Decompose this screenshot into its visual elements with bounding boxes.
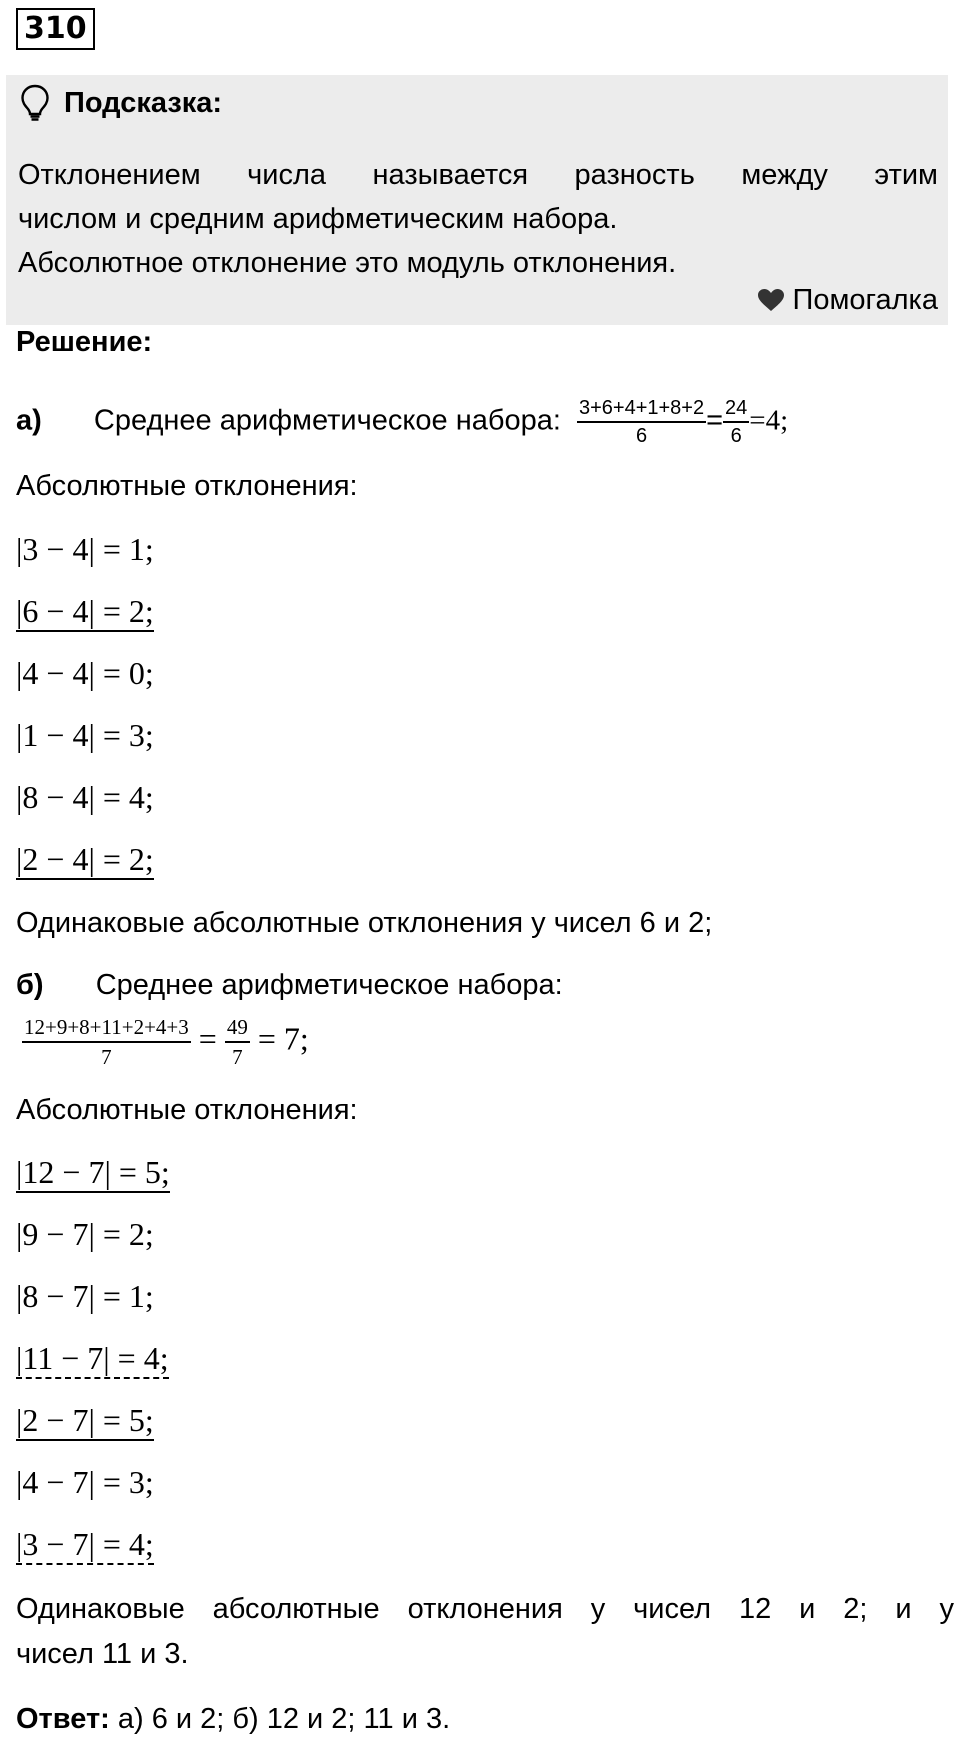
heart-icon [757,288,785,312]
part-a-label: а) [16,404,42,437]
hint-line-1: Отклонением числа называется разность между этим [18,159,938,191]
hint-text [18,153,938,285]
answer-text: а) 6 и 2; б) 12 и 2; 11 и 3. [109,1703,451,1735]
part-a-fraction-1-numerator: 3+6+4+1+8+2 [577,395,706,423]
part-b-conclusion-line-2: чисел 11 и 3. [16,1638,189,1670]
deviation-b-7: |3 − 7| = 4; [16,1526,154,1565]
part-b-conclusion [16,1593,954,1626]
hint-line-3: Абсолютное отклонение это модуль отклонения. [18,247,677,279]
part-a-fraction-2 [723,395,749,449]
deviation-a-2: |6 − 4| = 2; [16,593,154,632]
part-b-mean-text: Среднее арифметическое набора: [95,969,563,1001]
part-b-conclusion-line-1: Одинаковые абсолютные отклонения у чисел 12 и 2; и у [16,1593,954,1625]
deviation-a-4: |1 − 4| = 3; [16,717,154,753]
part-b-fraction-1 [22,1013,191,1071]
part-b-fraction-1-denominator: 7 [101,1045,112,1069]
answer-label: Ответ: [16,1703,110,1735]
deviation-b-5: |2 − 7| = 5; [16,1402,154,1441]
part-a-mean-text: Среднее арифметическое набора: [93,404,561,437]
deviation-a-1: |3 − 4| = 1; [16,531,154,567]
part-a-mean-line: а) Среднее арифметическое набора: $\frac{3+6+4+1+8+2}{6}$ = $\frac{24}{6}$ =4; [16,397,789,447]
part-b-fraction-1-numerator: 12+9+8+11+2+4+3 [22,1013,191,1043]
part-b-label: б) [16,969,44,1001]
deviation-a-5: |8 − 4| = 4; [16,779,154,815]
deviation-a-3: |4 − 4| = 0; [16,655,154,691]
helper-label: Помогалка [792,283,938,316]
part-b-fraction-2-denominator: 7 [232,1045,243,1069]
part-b-mean-line [16,969,563,1002]
hint-title: Подсказка: [64,86,223,119]
deviation-b-1: |12 − 7| = 5; [16,1154,170,1193]
problem-number: 310 [16,8,95,50]
part-b-fraction-2 [225,1013,250,1071]
part-b-result: = 7; [257,1020,309,1057]
hint-line-2: числом и средним арифметическим набора. [18,203,618,235]
part-a-conclusion: Одинаковые абсолютные отклонения у чисел 6 и 2; [16,907,713,939]
hint-panel [6,75,948,325]
part-b-fraction-line: $\frac{12+9+8+11+2+4+3}{7}$ = $\frac{49}{7}$ = 7; [24,1015,309,1069]
deviation-b-4: |11 − 7| = 4; [16,1340,169,1379]
solution-label: Решение: [16,326,153,358]
part-a-fraction-2-numerator: 24 [723,395,749,423]
part-a-result: =4; [749,404,789,437]
answer-line [16,1703,450,1736]
deviation-b-2: |9 − 7| = 2; [16,1216,154,1252]
deviation-a-6: |2 − 4| = 2; [16,841,154,880]
lightbulb-icon [20,84,50,122]
deviation-b-6: |4 − 7| = 3; [16,1464,154,1500]
deviation-b-3: |8 − 7| = 1; [16,1278,154,1314]
part-a-abs-label: Абсолютные отклонения: [16,470,358,502]
hint-header [20,85,222,121]
part-a-fraction-1-denominator: 6 [635,425,648,447]
helper-credit [757,280,938,320]
part-b-fraction-2-numerator: 49 [225,1013,250,1043]
part-a-fraction-2-denominator: 6 [730,425,742,447]
part-b-abs-label: Абсолютные отклонения: [16,1094,358,1126]
part-a-fraction-1 [577,395,706,449]
